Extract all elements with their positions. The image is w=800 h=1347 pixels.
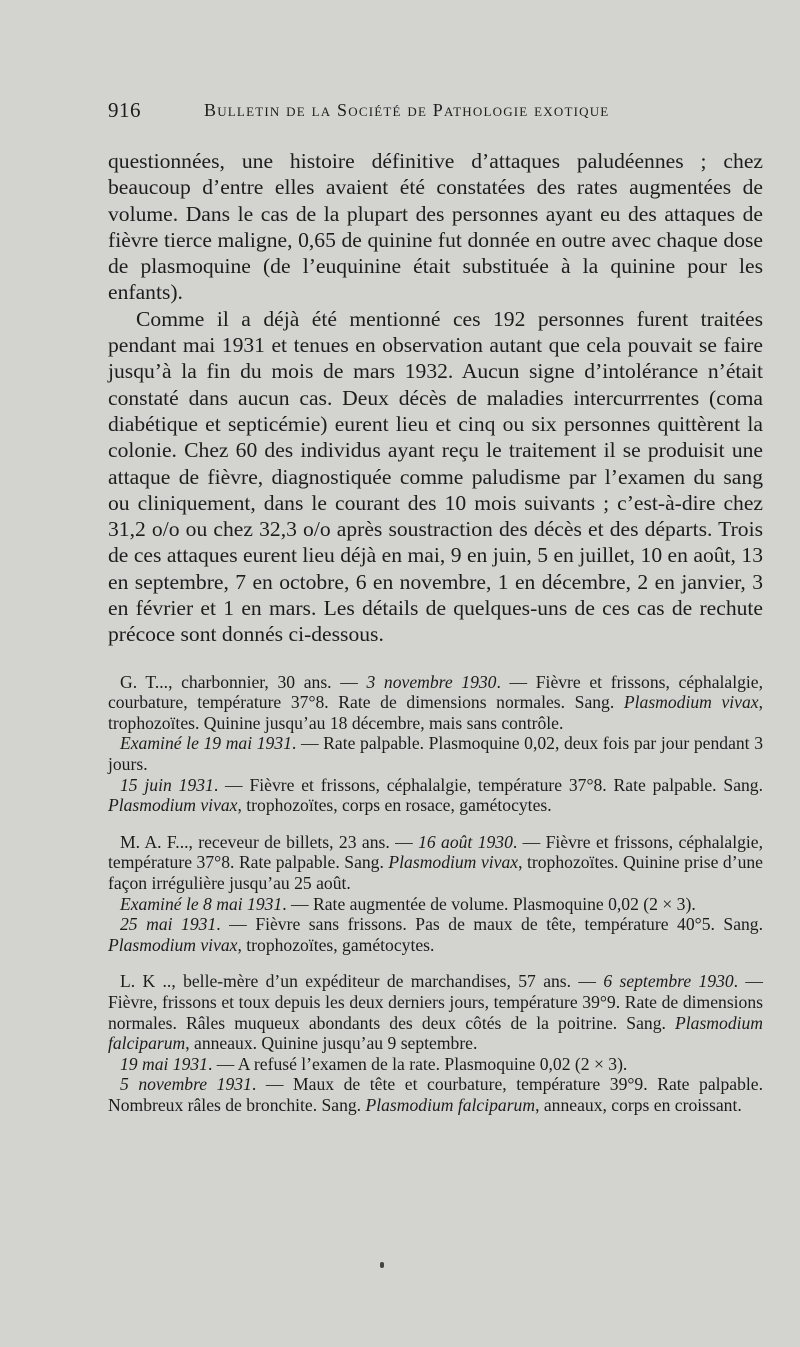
case-entry: Examiné le 19 mai 1931. — Rate palpable. Plasmoquine 0,02, deux fois par jour pendant 3 jours. — [108, 733, 763, 775]
running-title: Bulletin de la Société de Pathologie exotique — [204, 100, 610, 120]
case-entry: 19 mai 1931. — A refusé l’examen de la rate. Plasmoquine 0,02 (2 × 3). — [120, 1053, 628, 1074]
case-entry: G. T..., charbonnier, 30 ans. — 3 novembre 1930. — Fièvre et frissons, céphalalgie, courbature, température 37°8. Rate de dimensions normales. Sang. Plasmodium vivax, trophozoïtes. Quinine jusqu’au 18 décembre, mais sans contrôle. — [108, 671, 764, 733]
case-report — [108, 672, 763, 816]
body-text — [108, 148, 763, 1132]
case-entry: Examiné le 8 mai 1931. — Rate augmentée de volume. Plasmoquine 0,02 (2 × 3). — [120, 893, 696, 914]
page-number: 916 — [108, 98, 141, 122]
case-entry: 15 juin 1931. — Fièvre et frissons, céphalalgie, température 37°8. Rate palpable. Sang. Plasmodium vivax, trophozoïtes, corps en rosace, gamétocytes. — [108, 774, 763, 816]
main-text — [108, 148, 763, 648]
case-report — [108, 971, 763, 1115]
ink-speck — [380, 1262, 384, 1268]
case-entry: M. A. F..., receveur de billets, 23 ans. — 16 août 1930. — Fièvre et frissons, céphalalgie, température 37°8. Rate palpable. Sang. Plasmodium vivax, trophozoïtes. Quinine prise d’une façon irrégulière jusqu’au 25 août. — [108, 831, 764, 893]
case-report — [108, 832, 763, 956]
case-reports — [108, 672, 763, 1116]
case-entry: L. K .., belle-mère d’un expéditeur de marchandises, 57 ans. — 6 septembre 1930. — Fièvre, frissons et toux depuis les deux derniers jours, température 39°9. Rate de dimensions normales. Râles muqueux abondants des deux côtés de la poitrine. Sang. Plasmodium falciparum, anneaux. Quinine jusqu’au 9 septembre. — [108, 971, 764, 1054]
paragraph: Comme il a déjà été mentionné ces 192 personnes furent traitées pendant mai 1931 et tenues en observation autant que cela pouvait se faire jusqu’à la fin du mois de mars 1932. Aucun signe d’intolérance n’était constaté dans aucun cas. Deux décès de maladies intercurrrentes (coma diabétique et septicémie) eurent lieu et cinq ou six personnes quittèrent la colonie. Chez 60 des individus ayant reçu le traitement il se produisit une attaque de fièvre, diagnostiquée comme paludisme par l’examen du sang ou cliniquement, dans le courant des 10 mois suivants ; c’est-à-dire chez 31,2 o/o ou chez 32,3 o/o après soustraction des décès et des départs. Trois de ces attaques eurent lieu déjà en mai, 9 en juin, 5 en juillet, 10 en août, 13 en septembre, 7 en octobre, 6 en novembre, 1 en décembre, 2 en janvier, 3 en février et 1 en mars. Les détails de quelques-uns de ces cas de rechute précoce sont donnés ci-dessous. — [108, 306, 763, 647]
case-entry: 25 mai 1931. — Fièvre sans frissons. Pas de maux de tête, température 40°5. Sang. Plasmodium vivax, trophozoïtes, gamétocytes. — [108, 914, 764, 955]
paragraph: questionnées, une histoire définitive d’attaques paludéennes ; chez beaucoup d’entre elles avaient été constatées des rates augmentées de volume. Dans le cas de la plupart des personnes ayant eu des attaques de fièvre tierce maligne, 0,65 de quinine fut donnée en outre avec chaque dose de plasmoquine (de l’euquinine était substituée à la quinine pour les enfants). — [108, 149, 763, 305]
case-entry: 5 novembre 1931. — Maux de tête et courbature, température 39°9. Rate palpable. Nombreux râles de bronchite. Sang. Plasmodium falciparum, anneaux, corps en croissant. — [108, 1074, 764, 1115]
page-header — [108, 98, 768, 128]
